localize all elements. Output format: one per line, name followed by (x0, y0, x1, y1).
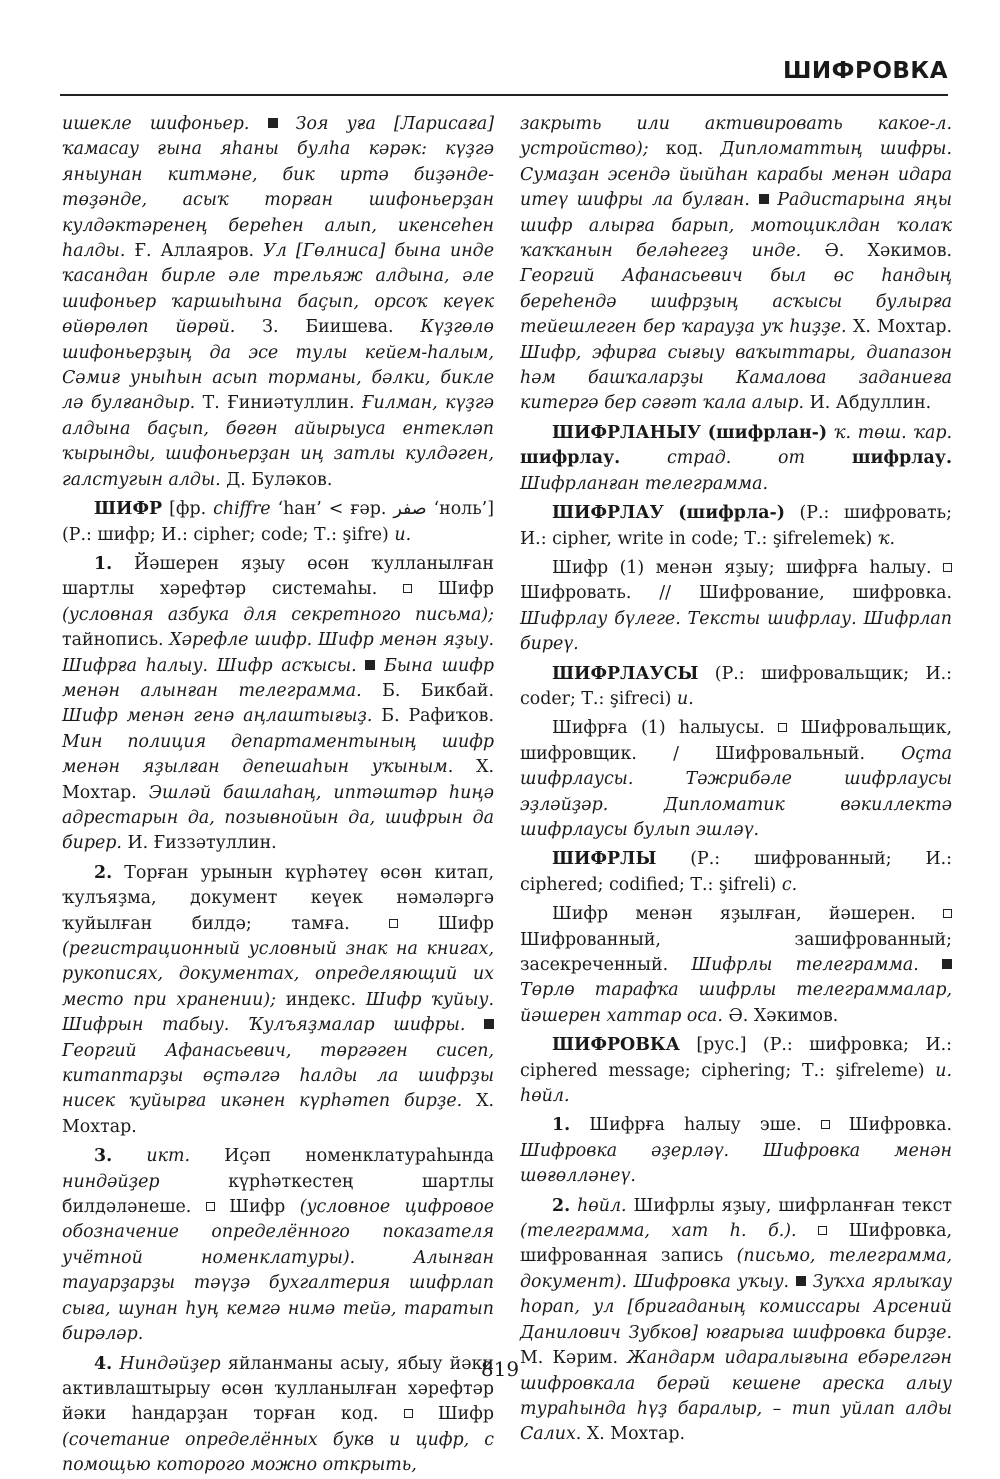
translation-marker-icon (821, 1120, 830, 1129)
running-head-title: ШИФРОВКА (782, 58, 948, 84)
translation-marker-icon (403, 584, 412, 593)
entry-shifr: ШИФР [фр. chiffre ‘һан’ < ғәр. صفر ‘ноль’] (Р.: шифр; И.: cipher; code; Т.: şifre) и. (62, 499, 494, 545)
translation-marker-icon (818, 1226, 827, 1235)
headword: ШИФРЛАНЫУ (552, 422, 702, 443)
translation-marker-icon (943, 563, 952, 572)
headword: ШИФРЛЫ (552, 849, 657, 870)
entry-shifrly: ШИФРЛЫ (Р.: шифрованный; И.: ciphered; codified; Т.: şifreli) с. (520, 849, 952, 895)
left-column (62, 112, 494, 1479)
sense-4: 4. Ниндәйҙер яйланманы асыу, ябыу йәки активлаштырыу өсөн ҡулланылған хәрефтәр йәки һандарҙан торған код. Шифр (сочетание определённых букв и цифр, с помощью которого можно открыть, (62, 1353, 495, 1476)
shifrovka-sense-1: 1. Шифрға һалыу эше. Шифровка. Шифровка әҙерләү. Шифровка менән шөғөлләнеү. (520, 1115, 952, 1187)
entry-shifrlau: ШИФРЛАУ (шифрла-) (Р.: шифровать; И.: cipher, write in code; Т.: şifrelemek) ҡ. (520, 503, 952, 549)
example-marker-icon (796, 1276, 806, 1286)
translation-marker-icon (778, 723, 787, 732)
entry-shifoner-end: ишекле шифоньер. Зоя уға [Ларисаға] ҡамасау ғына яһаны булһа кәрәк: күҙгә яныунан китмәне, бик иртә биҙәнде-төҙәнде, асыҡ торған шифоньерҙан кулдәктәренең береһен алып, икенсеһен һалды. Ғ. Аллаяров. Ул [Гөлниса] бына инде ҡасандан бирле әле трельяж алдына, әле шифоньер ҡаршыһына баҫып, орсоҡ кеүек өйөрөлөп йөрөй. З. Биишева. Күҙгөлө шифоньерҙың да эсе тулы кейем-һалым, Сәмиғ уныһын асып торманы, бәлки, бикле лә булғандыр. Т. Ғиниәтуллин. Ғилман, күҙгә алдына баҫып, бөгөн айырыуса ентекләп ҡырынды, шифоньерҙан иң затлы кулдәген, галстугын алды. Д. Буләков. (62, 114, 495, 490)
example-marker-icon (942, 959, 952, 969)
translation-marker-icon (404, 1409, 413, 1418)
example-marker-icon (759, 194, 769, 204)
sense-2: 2. Торған урынын күрһәтеү өсөн китап, ҡулъяҙма, документ кеүек нәмәләргә ҡуйылған билдә; тамға. Шифр (регистрационный условный знак на книгах, рукописях, документах, определяющий их место при хранении); индекс. Шифр ҡуйыу. Шифрын табыу. Ҡулъяҙмалар шифры. Георгий Афанасьевич, төргәген сисеп, китаптарҙы өҫтәлгә һалды ла шифрҙы нисек ҡуйырға икәнен күрһәтеп бирҙе. Х. Мохтар. (62, 862, 495, 1137)
page-number: 819 (480, 1357, 520, 1381)
sense-4-continued: закрыть или активировать какое-л. устройство); код. Дипломаттың шифры. Сумаҙан эсендә йыйһан карабы менән идара итеү шифры ла булған. Радистарына яңы шифр алырға барып, мотоциклдан ҡолаҡ ҡаҡҡанын беләһегеҙ инде. Ә. Хәкимов. Георгий Афанасьевич был өс һандың береһендә шифрҙың асҡысы булырға тейешлеген бер ҡарауҙа уҡ һиҙҙе. Х. Мохтар. Шифр, эфирға сығыу ваҡыттары, диапазон һәм башҡаларҙы Камалова заданиеға китергә бер сәғәт ҡала алыр. И. Абдуллин. (520, 114, 953, 414)
translation-marker-icon (943, 909, 952, 918)
headword: ШИФРЛАУ (552, 503, 664, 524)
headword: ШИФРОВКА (552, 1035, 680, 1056)
shifrovka-sense-2: 2. һөйл. Шифрлы яҙыу, шифрланған текст (телеграмма, хат һ. б.). Шифровка, шифрованная запись (письмо, телеграмма, документ). Шифровка уҡыу. Зуҡха ярлыҡау һорап, ул [бригаданың комиссары Арсений Данилович Зубков] юғарыға шифровка бирҙе. М. Кәрим. Жандарм идаралығына ебәрелгән шифровкала берәй кешене ареска алыу тураһында һүҙ баралыр, – тип уйлап алды Салих. Х. Мохтар. (520, 1195, 953, 1445)
entry-shifrovka: ШИФРОВКА [рус.] (Р.: шифровка; И.: ciphered message; ciphering; Т.: şifreleme) и. һөйл. (520, 1035, 952, 1107)
headword: ШИФРЛАУСЫ (552, 663, 699, 684)
translation-marker-icon (206, 1202, 215, 1211)
running-header (60, 52, 948, 96)
entry-shifrlanyu: ШИФРЛАНЫУ (шифрлан-) ҡ. төш. ҡар. шифрлау. страд. от шифрлау. Шифрланған телеграмма. (520, 422, 953, 494)
entry-shifrlau-def: Шифр (1) менән яҙыу; шифрға һалыу. Шифровать. // Шифрование, шифровка. Шифрлау бүлеге. Тексты шифрлау. Шифрлап биреү. (520, 557, 952, 655)
right-column (520, 112, 952, 1448)
header-rule (60, 94, 948, 96)
example-marker-icon (365, 660, 375, 670)
headword: ШИФР (94, 499, 163, 520)
translation-marker-icon (389, 919, 398, 928)
sense-1: 1. Йәшерен яҙыу өсөн ҡулланылған шартлы хәрефтәр системаһы. Шифр (условная азбука для секретного письма); тайнопись. Хәрефле шифр. Шифр менән яҙыу. Шифрға һалыу. Шифр асҡысы. Бына шифр менән алынған телеграмма. Б. Бикбай. Шифр менән генә аңлаштығыҙ. Б. Рафиҡов. Мин полиция департаментының шифр менән яҙылған депешаһын уҡыным. Х. Мохтар. Эшләй башлаһаң, иптәштәр һиңә адрестарын да, позывнойын да, шифрын да бирер. И. Ғиззәтуллин. (62, 553, 495, 854)
entry-shifrly-def: Шифр менән яҙылған, йәшерен. Шифрованный, зашифрованный; засекреченный. Шифрлы телеграмма. Төрлө тарафҡа шифрлы телеграммалар, йәшерен хаттар оса. Ә. Хәкимов. (520, 904, 952, 1026)
example-marker-icon (268, 118, 278, 128)
entry-shifrlausy: ШИФРЛАУСЫ (Р.: шифровальщик; И.: coder; Т.: şifreci) и. (520, 663, 952, 709)
arabic-etymon: صفر (393, 499, 427, 520)
example-marker-icon (484, 1019, 494, 1029)
sense-3: 3. икт. Иҫәп номенклатураһында ниндәйҙер күрһәткестең шартлы билдәләнеше. Шифр (условное цифровое обозначение определённого показателя учётной номенклатуры). Алынған тауарҙарҙы тәүҙә бухгалтерия шифрлап сыға, шунан һуң кемгә нимә тейә, таратып бирәләр. (62, 1146, 495, 1345)
entry-shifrlausy-def: Шифрға (1) һалыусы. Шифровальщик, шифровщик. / Шифровальный. Оҫта шифрлаусы. Тәжрибәле шифрлаусы эҙләйҙәр. Дипломатик вәкиллектә шифрлаусы булып эшләү. (520, 718, 953, 840)
